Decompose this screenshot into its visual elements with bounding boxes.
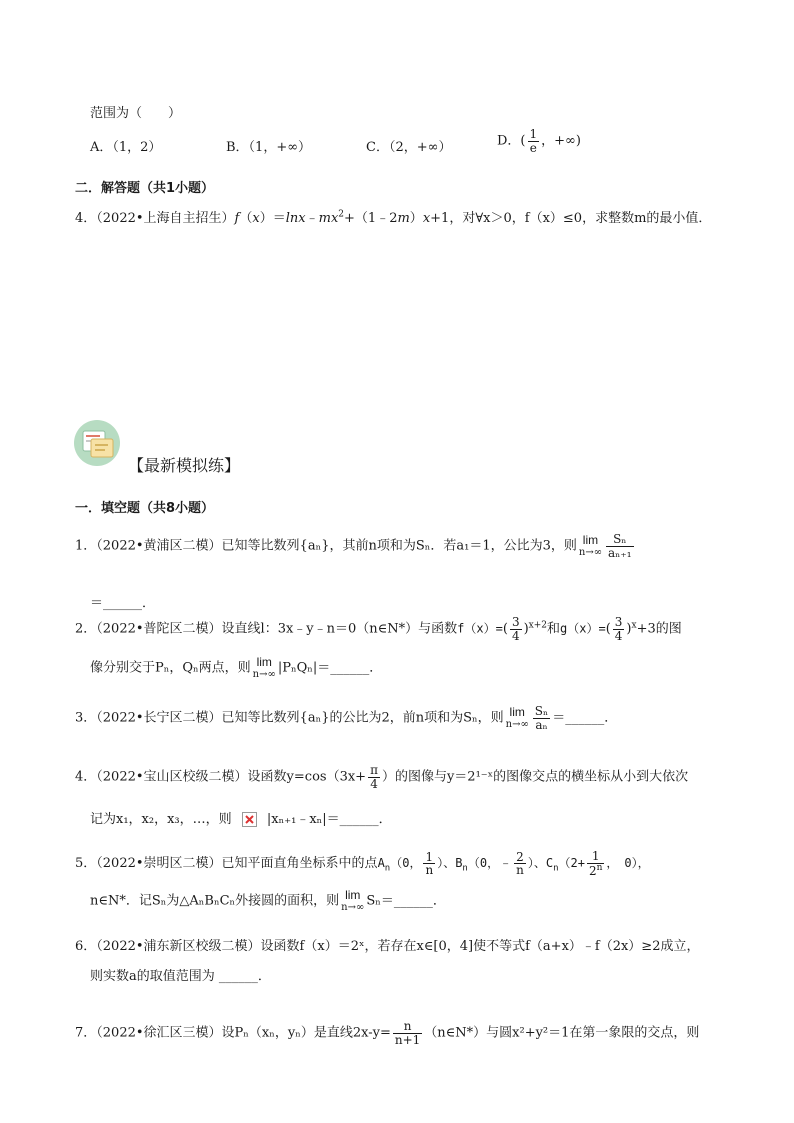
- section-2-title: 二．解答题（共1小题）: [75, 181, 215, 196]
- question-3: 3．（2022•长宁区二模）已知等比数列{aₙ}的公比为2，前n项和为Sₙ，则 lim n→∞ $\frac{\text{Sₙ}}{\text{aₙ}}$ ＝______．: [75, 704, 618, 732]
- option-c: C．（2，+∞）: [366, 140, 452, 155]
- question-2-line2: 像分别交于Pₙ，Qₙ两点，则 lim n→∞ |PₙQₙ|＝______．: [90, 655, 383, 681]
- question-6-line2: 则实数a的取值范围为 ______．: [90, 969, 271, 984]
- option-b: B．（1，+∞）: [226, 140, 312, 155]
- range-text: 范围为（ ）: [90, 106, 182, 121]
- banner-title: 【最新模拟练】: [128, 456, 241, 475]
- question-5: 5．（2022•崇明区二模）已知平面直角坐标系中的点$A_n(0$， $\frac{1}{n}$ ）、$B_n(0$，﹣ $\frac{2}{n}$ ）、$C_n(2+$ $\frac{1}{2^n}$ ， 0），: [75, 849, 650, 878]
- option-d: D．( $\frac{1}{e}$ ，+∞): [497, 127, 581, 155]
- question-4-answer: 4．（2022•上海自主招生）$f(x)=\ln x﹣mx^2+(1﹣2m)x+1$，对∀x＞0，f（x）≤0，求整数m的最小值．: [75, 209, 712, 226]
- option-a: A．（1，2）: [90, 140, 162, 155]
- broken-image-icon: [242, 812, 257, 827]
- question-1: 1．（2022•黄浦区二模）已知等比数列{aₙ}，其前n项和为Sₙ．若a₁＝1，公比为3，则 lim n→∞ $\frac{\text{Sₙ}}{\text{aₙ₊₁}}$: [75, 532, 632, 560]
- question-4-line2: 记为x₁，x₂，x₃，…，则 |xₙ₊₁﹣xₙ|＝______．: [90, 812, 392, 827]
- question-5-line2: n∈N*．记Sₙ为△AₙBₙCₙ外接圆的面积，则 lim n→∞ Sₙ＝______．: [90, 888, 446, 914]
- section-1-title: 一．填空题（共8小题）: [75, 501, 215, 516]
- question-7: 7．（2022•徐汇区三模）设Pₙ（xₙ，yₙ）是直线2x-y= $\frac{n}{n+1}$ （n∈N*）与圆x²+y²＝1在第一象限的交点，则: [75, 1019, 700, 1047]
- banner-icon: [73, 419, 121, 467]
- question-2: 2．（2022•普陀区二模）设直线l：3x﹣y﹣n＝0（n∈N*）与函数f（x）=( $\frac{3}{4}$ )$^{x+2}$和g（x）=( $\frac{3}{4}$ )$^x$+3的图: [75, 615, 682, 643]
- question-1-tail: ＝______．: [90, 596, 156, 611]
- question-4: 4．（2022•宝山区校级二模）设函数y=cos（3x+ $\frac{\pi}{4}$ ）的图像与y＝2¹⁻ˣ的图像交点的横坐标从小到大依次: [75, 763, 689, 791]
- question-6: 6．（2022•浦东新区校级二模）设函数f（x）＝2ˣ，若存在x∈[0，4]使不等式f（a+x）﹣f（2x）≥2成立，: [75, 939, 700, 954]
